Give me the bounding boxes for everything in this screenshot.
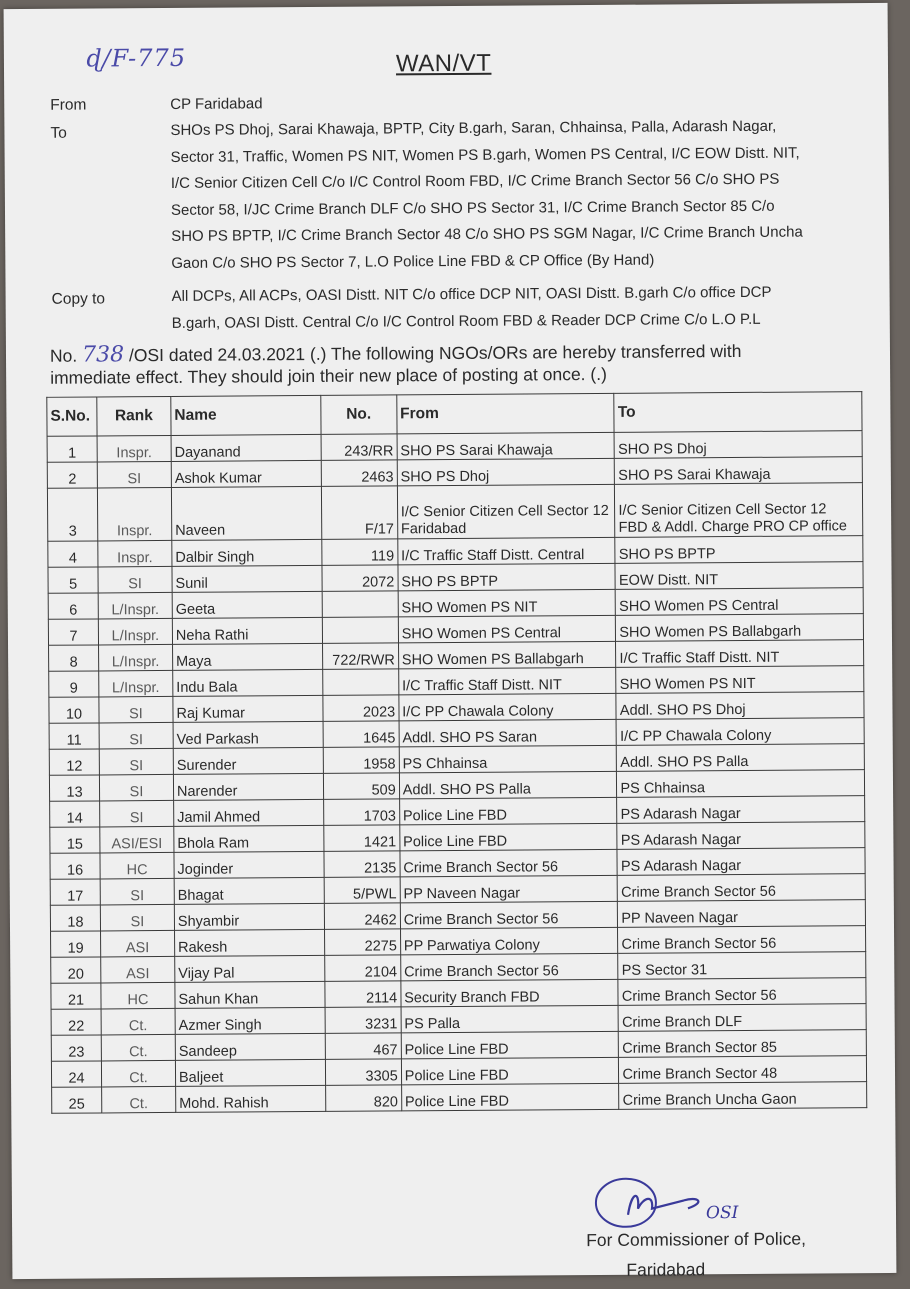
- cell-number: 2462: [324, 903, 400, 930]
- cell-name: Azmer Singh: [175, 1007, 325, 1034]
- cell-from: Police Line FBD: [401, 1057, 619, 1085]
- cell-from: PS Palla: [401, 1005, 619, 1033]
- to-line: Sector 58, I/JC Crime Branch DLF C/o SHO PS Sector 31, I/C Crime Branch Sector 85 C/o: [170, 197, 775, 219]
- table-header-row: [47, 392, 862, 437]
- transfer-table: [46, 391, 867, 1114]
- cell-sno: 22: [51, 1009, 101, 1035]
- to-line: I/C Senior Citizen Cell C/o I/C Control Room FBD, I/C Crime Branch Sector 56 C/o SHO PS: [170, 170, 780, 192]
- copy-to-line: B.garh, OASI Distt. Central C/o I/C Control Room FBD & Reader DCP Crime C/o L.O P.L: [171, 310, 761, 332]
- signatory-city: Faridabad: [626, 1259, 706, 1280]
- cell-from: Crime Branch Sector 56: [400, 953, 618, 981]
- cell-number: 2275: [324, 929, 400, 956]
- cell-rank: L/Inspr.: [99, 670, 173, 697]
- header-from: From: [397, 393, 615, 434]
- cell-sno: 5: [48, 567, 98, 593]
- cell-number: 1703: [323, 799, 399, 826]
- cell-rank: ASI/ESI: [100, 826, 174, 853]
- to-line: SHO PS BPTP, I/C Crime Branch Sector 48 C/o SHO PS SGM Nagar, I/C Crime Branch Uncha: [171, 223, 803, 245]
- cell-sno: 16: [50, 853, 100, 879]
- cell-to: Addl. SHO PS Palla: [617, 744, 865, 772]
- cell-sno: 25: [52, 1087, 102, 1113]
- cell-rank: SI: [99, 722, 173, 749]
- cell-from: Police Line FBD: [400, 823, 618, 851]
- cell-rank: SI: [99, 696, 173, 723]
- cell-rank: ASI: [101, 956, 175, 983]
- cell-to: SHO Women PS Ballabgarh: [616, 614, 864, 642]
- cell-from: Addl. SHO PS Palla: [399, 771, 617, 799]
- cell-rank: Inspr.: [97, 487, 171, 541]
- handwritten-order-number: 738: [82, 342, 125, 368]
- cell-name: Sahun Khan: [175, 981, 325, 1008]
- cell-number: 3231: [325, 1007, 401, 1034]
- cell-from: I/C Traffic Staff Distt. NIT: [398, 667, 616, 695]
- header-sno: S.No.: [47, 397, 97, 436]
- cell-to: PS Adarash Nagar: [617, 848, 865, 876]
- cell-rank: L/Inspr.: [99, 644, 173, 671]
- header-to: To: [614, 392, 862, 433]
- cell-name: Mohd. Rahish: [176, 1085, 326, 1112]
- cell-sno: 6: [48, 593, 98, 619]
- cell-number: 243/RR: [321, 434, 397, 461]
- cell-sno: 13: [49, 775, 99, 801]
- cell-to: SHO Women PS NIT: [616, 666, 864, 694]
- to-recipients: [170, 113, 861, 277]
- cell-sno: 21: [51, 983, 101, 1009]
- cell-rank: SI: [99, 774, 173, 801]
- cell-name: Sandeep: [175, 1033, 325, 1060]
- cell-sno: 12: [49, 749, 99, 775]
- cell-rank: Ct.: [101, 1034, 175, 1061]
- cell-rank: SI: [97, 461, 171, 488]
- cell-name: Baljeet: [175, 1059, 325, 1086]
- to-line: SHOs PS Dhoj, Sarai Khawaja, BPTP, City B.garh, Saran, Chhainsa, Palla, Adarash Nagar,: [170, 117, 777, 139]
- cell-rank: SI: [98, 566, 172, 593]
- cell-number: 2463: [321, 460, 397, 487]
- cell-rank: Inspr.: [98, 540, 172, 567]
- to-line: Gaon C/o SHO PS Sector 7, L.O Police Line FBD & CP Office (By Hand): [171, 251, 655, 272]
- cell-from: Police Line FBD: [399, 797, 617, 825]
- cell-name: Dayanand: [171, 434, 321, 461]
- cell-name: Indu Bala: [173, 669, 323, 696]
- cell-sno: 24: [51, 1061, 101, 1087]
- cell-number: 1421: [324, 825, 400, 852]
- cell-name: Bhagat: [174, 877, 324, 904]
- reference-text-2: immediate effect. They should join their new place of posting at once. (.): [50, 363, 607, 388]
- cell-rank: L/Inspr.: [98, 618, 172, 645]
- document-page: [4, 3, 897, 1279]
- cell-number: 2023: [323, 695, 399, 722]
- cell-sno: 10: [49, 697, 99, 723]
- cell-to: Crime Branch Sector 56: [618, 926, 866, 954]
- cell-from: SHO PS Sarai Khawaja: [397, 432, 615, 460]
- cell-from: SHO Women PS Ballabgarh: [398, 641, 616, 669]
- cell-name: Narender: [173, 773, 323, 800]
- cell-from: Crime Branch Sector 56: [400, 901, 618, 929]
- cell-from: PP Naveen Nagar: [400, 875, 618, 903]
- cell-number: 119: [322, 539, 398, 566]
- cell-number: 1958: [323, 747, 399, 774]
- cell-number: 2114: [325, 981, 401, 1008]
- cell-to: PS Sector 31: [618, 952, 866, 980]
- handwritten-file-number: ɖ/F-775: [85, 43, 187, 73]
- cell-name: Shyambir: [174, 903, 324, 930]
- cell-to: SHO PS Sarai Khawaja: [615, 457, 863, 485]
- cell-name: Geeta: [172, 591, 322, 618]
- cell-name: Ved Parkash: [173, 721, 323, 748]
- cell-from: I/C Traffic Staff Distt. Central: [398, 537, 616, 565]
- cell-rank: ASI: [101, 930, 175, 957]
- cell-to: I/C PP Chawala Colony: [616, 718, 864, 746]
- cell-from: Police Line FBD: [401, 1083, 619, 1111]
- cell-to: PS Chhainsa: [617, 770, 865, 798]
- cell-number: [322, 669, 398, 696]
- cell-from: PP Parwatiya Colony: [400, 927, 618, 955]
- cell-sno: 3: [47, 488, 97, 541]
- cell-number: 467: [325, 1033, 401, 1060]
- cell-name: Naveen: [171, 486, 321, 540]
- copy-to-line: All DCPs, All ACPs, OASI Distt. NIT C/o office DCP NIT, OASI Distt. B.garh C/o office DCP: [171, 283, 772, 305]
- cell-from: Crime Branch Sector 56: [400, 849, 618, 877]
- cell-number: [322, 591, 398, 618]
- signature-osi-text: OSI: [705, 1203, 739, 1224]
- cell-from: SHO PS Dhoj: [397, 458, 615, 486]
- cell-to: Crime Branch Sector 48: [619, 1056, 867, 1084]
- cell-number: [322, 617, 398, 644]
- cell-sno: 1: [47, 436, 97, 462]
- cell-to: Addl. SHO PS Dhoj: [616, 692, 864, 720]
- header-rank: Rank: [97, 396, 171, 436]
- cell-number: 2104: [324, 955, 400, 982]
- from-label: From: [50, 96, 87, 114]
- cell-from: SHO PS BPTP: [398, 563, 616, 591]
- cell-to: Crime Branch Sector 56: [618, 874, 866, 902]
- cell-from: Addl. SHO PS Saran: [399, 719, 617, 747]
- table-row: [52, 1082, 867, 1114]
- cell-name: Neha Rathi: [172, 617, 322, 644]
- cell-to: Crime Branch Sector 85: [619, 1030, 867, 1058]
- cell-number: 2135: [324, 851, 400, 878]
- cell-rank: HC: [100, 852, 174, 879]
- cell-sno: 15: [50, 827, 100, 853]
- cell-sno: 18: [50, 905, 100, 931]
- header-number: No.: [321, 395, 397, 435]
- cell-name: Bhola Ram: [174, 825, 324, 852]
- order-reference: [50, 339, 850, 389]
- cell-to: SHO PS Dhoj: [614, 431, 862, 459]
- cell-rank: Inspr.: [97, 435, 171, 462]
- cell-sno: 14: [50, 801, 100, 827]
- cell-name: Rakesh: [174, 929, 324, 956]
- cell-rank: L/Inspr.: [98, 592, 172, 619]
- cell-number: 509: [323, 773, 399, 800]
- cell-rank: HC: [101, 982, 175, 1009]
- cell-rank: SI: [100, 904, 174, 931]
- cell-from: Police Line FBD: [401, 1031, 619, 1059]
- cell-sno: 8: [49, 645, 99, 671]
- cell-rank: SI: [99, 748, 173, 775]
- cell-name: Joginder: [174, 851, 324, 878]
- cell-from: SHO Women PS NIT: [398, 589, 616, 617]
- cell-rank: SI: [100, 800, 174, 827]
- cell-from: PS Chhainsa: [399, 745, 617, 773]
- cell-sno: 4: [48, 541, 98, 567]
- cell-to: Crime Branch Uncha Gaon: [619, 1082, 867, 1110]
- cell-to: Crime Branch DLF: [618, 1004, 866, 1032]
- cell-name: Surender: [173, 747, 323, 774]
- cell-from: I/C Senior Citizen Cell Sector 12 Faridabad: [397, 484, 615, 539]
- cell-rank: Ct.: [101, 1008, 175, 1035]
- cell-to: PS Adarash Nagar: [617, 796, 865, 824]
- cell-sno: 17: [50, 879, 100, 905]
- cell-from: I/C PP Chawala Colony: [399, 693, 617, 721]
- signatory-title: For Commissioner of Police,: [586, 1228, 807, 1251]
- cell-to: PP Naveen Nagar: [618, 900, 866, 928]
- to-line: Sector 31, Traffic, Women PS NIT, Women PS B.garh, Women PS Central, I/C EOW Distt. NIT,: [170, 144, 800, 166]
- table-row: [47, 483, 862, 542]
- cell-sno: 7: [48, 619, 98, 645]
- cell-number: 5/PWL: [324, 877, 400, 904]
- cell-from: SHO Women PS Central: [398, 615, 616, 643]
- reference-text: /OSI dated 24.03.2021 (.) The following NGOs/ORs are hereby transferred with: [128, 340, 742, 366]
- cell-sno: 23: [51, 1035, 101, 1061]
- cell-sno: 19: [51, 931, 101, 957]
- cell-sno: 9: [49, 671, 99, 697]
- cell-number: 3305: [325, 1059, 401, 1086]
- cell-name: Vijay Pal: [175, 955, 325, 982]
- from-value: CP Faridabad: [170, 95, 263, 113]
- cell-name: Raj Kumar: [173, 695, 323, 722]
- cell-rank: Ct.: [101, 1060, 175, 1087]
- cell-sno: 2: [47, 462, 97, 488]
- copy-to-recipients: [172, 279, 862, 337]
- cell-to: I/C Traffic Staff Distt. NIT: [616, 640, 864, 668]
- cell-name: Ashok Kumar: [171, 460, 321, 487]
- cell-name: Sunil: [172, 565, 322, 592]
- cell-number: F/17: [321, 486, 397, 540]
- copy-to-label: Copy to: [51, 290, 106, 308]
- cell-to: SHO PS BPTP: [615, 536, 863, 564]
- cell-number: 722/RWR: [322, 643, 398, 670]
- cell-rank: SI: [100, 878, 174, 905]
- to-label: To: [50, 124, 67, 142]
- document-title: WAN/VT: [395, 49, 492, 78]
- cell-to: EOW Distt. NIT: [615, 562, 863, 590]
- signatory-block: [586, 1224, 806, 1286]
- reference-prefix: No.: [49, 345, 78, 366]
- cell-sno: 11: [49, 723, 99, 749]
- cell-rank: Ct.: [102, 1086, 176, 1113]
- cell-to: I/C Senior Citizen Cell Sector 12 FBD & Addl. Charge PRO CP office: [615, 483, 863, 538]
- cell-number: 1645: [323, 721, 399, 748]
- cell-from: Security Branch FBD: [401, 979, 619, 1007]
- cell-number: 2072: [322, 565, 398, 592]
- cell-to: Crime Branch Sector 56: [618, 978, 866, 1006]
- cell-number: 820: [325, 1085, 401, 1112]
- cell-name: Jamil Ahmed: [174, 799, 324, 826]
- cell-to: SHO Women PS Central: [616, 588, 864, 616]
- header-name: Name: [171, 395, 321, 435]
- cell-name: Dalbir Singh: [172, 539, 322, 566]
- cell-to: PS Adarash Nagar: [617, 822, 865, 850]
- cell-name: Maya: [172, 643, 322, 670]
- cell-sno: 20: [51, 957, 101, 983]
